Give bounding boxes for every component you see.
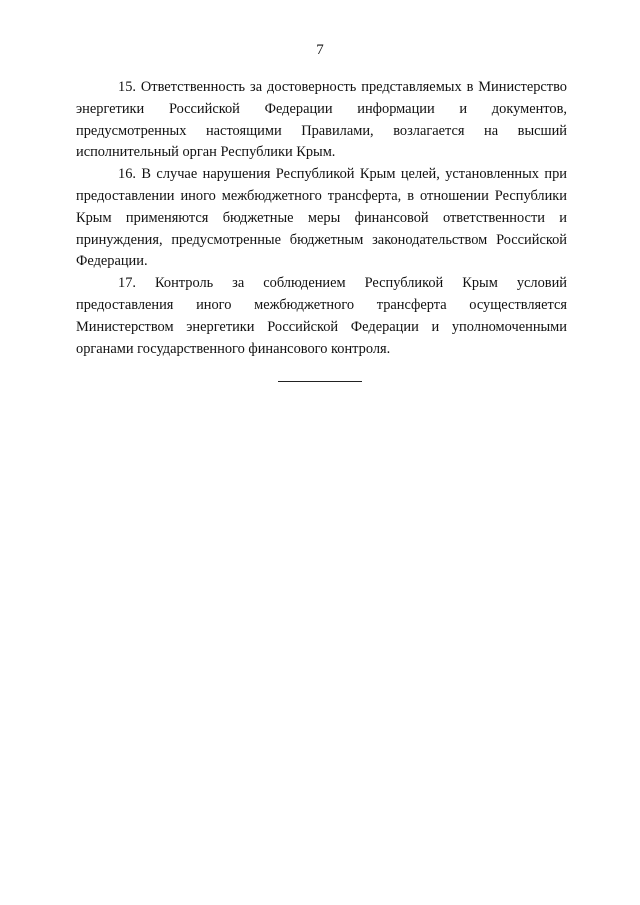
paragraph-text: В случае нарушения Республикой Крым целей, установленных при предоставлении иного межбюджетного трансферта, в отношении Республики Крым применяются бюджетные меры финансовой ответственности и принуждения, предусмотренные бюджетным законодательством Российской Федерации. bbox=[76, 166, 567, 270]
paragraph-16 bbox=[76, 164, 567, 273]
document-body bbox=[76, 77, 567, 360]
paragraph-number: 16. bbox=[118, 166, 136, 183]
paragraph-number: 15. bbox=[118, 79, 136, 95]
paragraph-17 bbox=[76, 273, 567, 360]
paragraph-number: 17. bbox=[118, 275, 136, 292]
page-number: 7 bbox=[316, 42, 324, 58]
paragraph-15 bbox=[76, 77, 567, 164]
paragraph-text: Контроль за соблюдением Республикой Крым условий предоставления иного межбюджетного трансферта осуществляется Министерством энергетики Российской Федерации и уполномоченными органами государственного финансового контроля. bbox=[76, 275, 567, 357]
end-separator-line bbox=[278, 381, 362, 382]
paragraph-text: Ответственность за достоверность представляемых в Министерство энергетики Российской Федерации информации и документов, предусмотренных настоящими Правилами, возлагается на высший исполнительный орган Республики Крым. bbox=[76, 79, 567, 161]
